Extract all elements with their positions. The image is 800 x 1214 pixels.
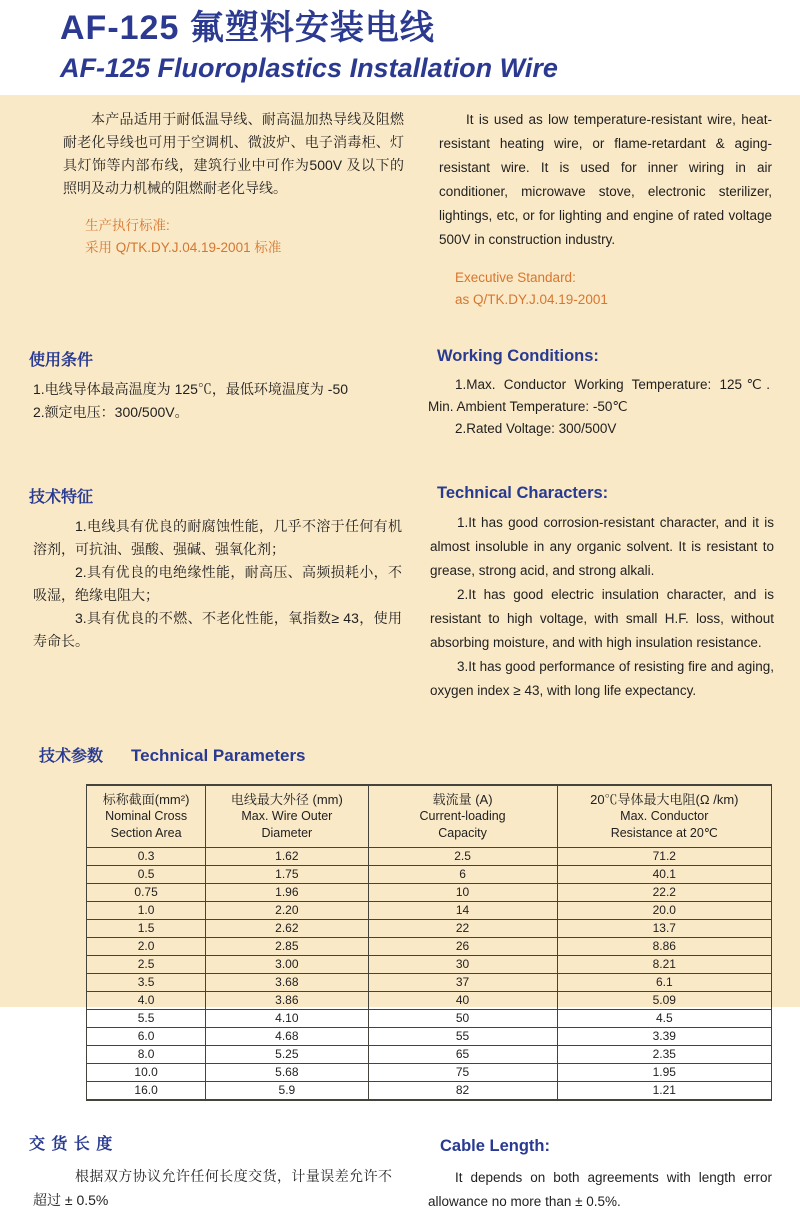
table-cell: 1.5 (87, 920, 206, 938)
parameters-table (86, 784, 772, 1101)
table-cell: 10.0 (87, 1064, 206, 1082)
table-cell: 2.35 (557, 1046, 771, 1064)
table-cell: 40.1 (557, 866, 771, 884)
list-item: 1.Max. Conductor Working Temperature: 125℃. Min. Ambient Temperature: -50℃ (428, 377, 770, 414)
intro-paragraph-zh: 本产品适用于耐低温导线、耐高温加热导线及阻燃耐老化导线也可用于空调机、微波炉、电子消毒柜、灯具灯饰等内部布线，建筑行业中可作为500V 及以下的照明及动力机械的阻燃耐老化导线。 (63, 111, 404, 196)
masthead (0, 0, 800, 95)
table-cell: 20.0 (557, 902, 771, 920)
executive-standard-zh (63, 215, 404, 259)
technical-characters-items-zh (0, 515, 410, 653)
table-cell: 5.9 (206, 1082, 368, 1101)
technical-parameters-section (0, 703, 800, 1101)
table-row (87, 1064, 772, 1082)
table-cell: 16.0 (87, 1082, 206, 1101)
technical-parameters-heading-en: Technical Parameters (131, 746, 306, 765)
standard-label-zh: 生产执行标准: (85, 218, 170, 233)
table-cell: 22 (368, 920, 557, 938)
column-header: 载流量 (A) Current-loading Capacity (368, 785, 557, 848)
table-cell: 82 (368, 1082, 557, 1101)
table-cell: 26 (368, 938, 557, 956)
table-cell: 2.5 (368, 848, 557, 866)
technical-characters-section (0, 440, 800, 703)
table-cell: 4.5 (557, 1010, 771, 1028)
parameters-table-header (87, 785, 772, 848)
table-row (87, 1010, 772, 1028)
executive-standard-en (439, 267, 772, 311)
column-header: 20℃导体最大电阻(Ω /km) Max. Conductor Resistance at 20℃ (557, 785, 771, 848)
table-cell: 5.25 (206, 1046, 368, 1064)
table-row (87, 884, 772, 902)
table-row (87, 956, 772, 974)
table-cell: 22.2 (557, 884, 771, 902)
table-cell: 30 (368, 956, 557, 974)
table-cell: 8.21 (557, 956, 771, 974)
table-cell: 0.75 (87, 884, 206, 902)
technical-parameters-heading (39, 743, 800, 766)
table-cell: 37 (368, 974, 557, 992)
table-row (87, 992, 772, 1010)
table-cell: 5.68 (206, 1064, 368, 1082)
working-conditions-heading-zh: 使用条件 (29, 352, 94, 369)
table-cell: 8.86 (557, 938, 771, 956)
working-conditions-section (0, 311, 800, 440)
technical-parameters-heading-zh: 技术参数 (39, 748, 104, 765)
technical-characters-items-en (410, 511, 800, 703)
table-row (87, 1028, 772, 1046)
table-cell: 1.0 (87, 902, 206, 920)
page-title-zh: AF-125 氟塑料安装电线 (60, 9, 435, 47)
table-cell: 1.96 (206, 884, 368, 902)
table-cell: 5.09 (557, 992, 771, 1010)
cable-length-heading-zh: 交货长度 (29, 1136, 119, 1153)
table-row (87, 902, 772, 920)
table-cell: 2.85 (206, 938, 368, 956)
table-cell: 3.39 (557, 1028, 771, 1046)
cable-length-text-en: It depends on both agreements with length error allowance no more than ± 0.5%. (428, 1170, 772, 1209)
intro-column-zh (0, 108, 410, 311)
standard-value-en: as Q/TK.DY.J.04.19-2001 (455, 292, 608, 307)
working-conditions-zh (0, 347, 410, 440)
table-cell: 1.95 (557, 1064, 771, 1082)
table-row (87, 920, 772, 938)
list-item: 1.It has good corrosion-resistant character, and it is almost insoluble in any organic solvent. It is resistant to grease, strong acid, and strong alkali. (430, 515, 774, 578)
cable-length-text-zh: 根据双方协议允许任何长度交货，计量误差允许不超过 ± 0.5% (33, 1168, 392, 1208)
technical-characters-zh (0, 484, 410, 703)
table-cell: 3.86 (206, 992, 368, 1010)
table-cell: 0.3 (87, 848, 206, 866)
table-cell: 75 (368, 1064, 557, 1082)
table-cell: 3.00 (206, 956, 368, 974)
table-cell: 14 (368, 902, 557, 920)
table-cell: 8.0 (87, 1046, 206, 1064)
intro-section (0, 95, 800, 311)
table-cell: 3.68 (206, 974, 368, 992)
table-row (87, 974, 772, 992)
table-cell: 50 (368, 1010, 557, 1028)
table-row (87, 1046, 772, 1064)
table-cell: 6 (368, 866, 557, 884)
parameters-table-body (87, 848, 772, 1101)
technical-characters-heading-zh: 技术特征 (29, 489, 94, 506)
table-cell: 10 (368, 884, 557, 902)
page-title-en: AF-125 Fluoroplastics Installation Wire (60, 52, 558, 83)
list-item: 3.It has good performance of resisting fire and aging, oxygen index ≥ 43, with long life expectancy. (430, 659, 774, 698)
table-cell: 3.5 (87, 974, 206, 992)
table-cell: 1.62 (206, 848, 368, 866)
table-cell: 1.21 (557, 1082, 771, 1101)
table-cell: 2.0 (87, 938, 206, 956)
list-item: 3.具有优良的不燃、不老化性能，氧指数≥ 43，使用寿命长。 (33, 610, 402, 649)
table-cell: 6.0 (87, 1028, 206, 1046)
table-cell: 55 (368, 1028, 557, 1046)
list-item: 2.It has good electric insulation character, and is resistant to high voltage, with small H.F. loss, without absorbing moisture, and with high insulation resistance. (430, 587, 774, 650)
list-item: 2.具有优良的电绝缘性能，耐高压、高频损耗小，不吸湿，绝缘电阻大； (33, 564, 402, 603)
list-item: 2.Rated Voltage: 300/500V (455, 421, 617, 436)
table-cell: 2.5 (87, 956, 206, 974)
table-cell: 2.20 (206, 902, 368, 920)
working-conditions-en (410, 347, 800, 440)
list-item: 1.电线导体最高温度为 125℃，最低环境温度为 -50 (33, 381, 349, 397)
table-cell: 1.75 (206, 866, 368, 884)
technical-characters-heading-en: Technical Characters: (437, 484, 609, 502)
table-row (87, 1082, 772, 1101)
sheet-body (0, 95, 800, 1209)
table-cell: 65 (368, 1046, 557, 1064)
cable-length-heading-en: Cable Length: (440, 1137, 550, 1155)
list-item: 2.额定电压：300/500V。 (33, 404, 189, 420)
list-item: 1.电线具有优良的耐腐蚀性能，几乎不溶于任何有机溶剂，可抗油、强酸、强碱、强氧化剂； (33, 518, 402, 557)
standard-label-en: Executive Standard: (455, 270, 576, 285)
standard-value-zh: 采用 Q/TK.DY.J.04.19-2001 标准 (85, 240, 282, 255)
table-row (87, 866, 772, 884)
table-cell: 71.2 (557, 848, 771, 866)
technical-characters-en (410, 484, 800, 703)
table-cell: 4.68 (206, 1028, 368, 1046)
cable-length-en (410, 1131, 800, 1214)
table-cell: 2.62 (206, 920, 368, 938)
table-cell: 0.5 (87, 866, 206, 884)
working-conditions-items-en (410, 374, 800, 440)
table-cell: 5.5 (87, 1010, 206, 1028)
column-header: 电线最大外径 (mm) Max. Wire Outer Diameter (206, 785, 368, 848)
table-row (87, 848, 772, 866)
intro-column-en (410, 108, 800, 311)
table-cell: 40 (368, 992, 557, 1010)
table-cell: 13.7 (557, 920, 771, 938)
working-conditions-heading-en: Working Conditions: (437, 347, 599, 365)
table-cell: 6.1 (557, 974, 771, 992)
column-header: 标称截面(mm²) Nominal Cross Section Area (87, 785, 206, 848)
table-row (87, 938, 772, 956)
table-cell: 4.0 (87, 992, 206, 1010)
table-cell: 4.10 (206, 1010, 368, 1028)
cable-length-zh (0, 1131, 410, 1214)
working-conditions-items-zh (0, 378, 410, 424)
cable-length-section (0, 1101, 800, 1214)
intro-paragraph-en: It is used as low temperature-resistant wire, heat-resistant heating wire, or flame-retardant & aging-resistant wire. It is used for inner wiring in air conditioner, microwave stove, electronic sterilizer, lightings, etc, or for lighting and engine of rated voltage 500V in construction industry. (439, 112, 772, 247)
